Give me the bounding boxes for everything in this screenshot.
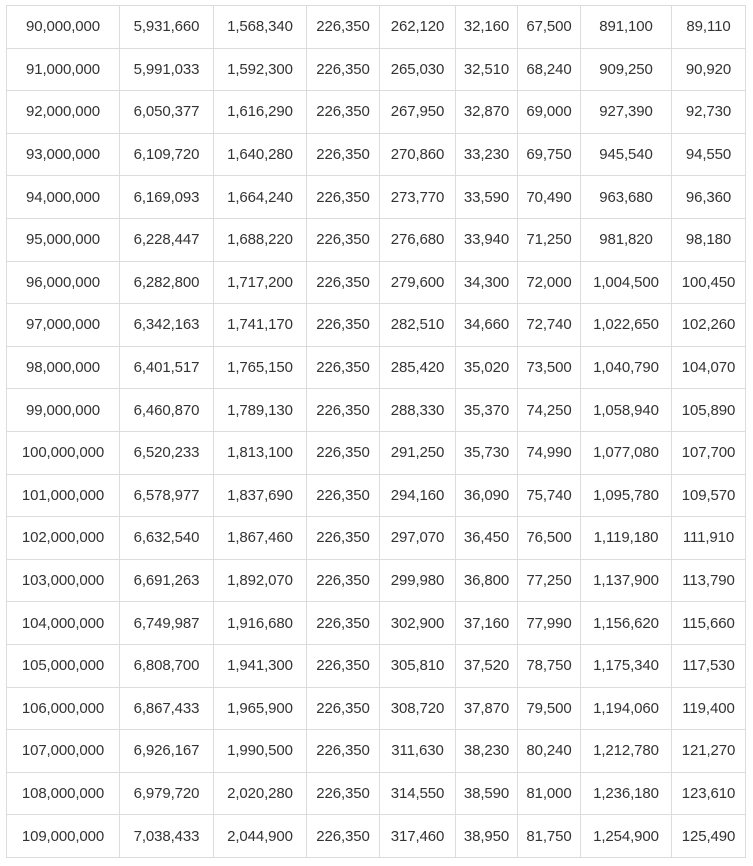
table-cell: 95,000,000 (7, 218, 120, 261)
table-row (7, 389, 746, 432)
table-cell: 1,568,340 (214, 6, 307, 49)
table-cell: 1,022,650 (581, 304, 672, 347)
table-cell: 1,813,100 (214, 431, 307, 474)
table-cell: 6,228,447 (120, 218, 214, 261)
data-table (6, 5, 746, 858)
table-cell: 1,664,240 (214, 176, 307, 219)
table-cell: 105,890 (672, 389, 746, 432)
table-cell: 276,680 (380, 218, 456, 261)
table-cell: 226,350 (307, 730, 380, 773)
table-cell: 35,730 (456, 431, 518, 474)
table-cell: 36,800 (456, 559, 518, 602)
table-row (7, 815, 746, 858)
table-cell: 69,750 (518, 133, 581, 176)
table-cell: 314,550 (380, 772, 456, 815)
table-cell: 6,169,093 (120, 176, 214, 219)
table-cell: 109,000,000 (7, 815, 120, 858)
table-cell: 891,100 (581, 6, 672, 49)
table-cell: 1,867,460 (214, 517, 307, 560)
table-cell: 2,020,280 (214, 772, 307, 815)
table-cell: 76,500 (518, 517, 581, 560)
table-cell: 72,000 (518, 261, 581, 304)
table-cell: 6,979,720 (120, 772, 214, 815)
table-cell: 123,610 (672, 772, 746, 815)
table-row (7, 48, 746, 91)
table-cell: 945,540 (581, 133, 672, 176)
table-cell: 1,941,300 (214, 644, 307, 687)
table-cell: 1,789,130 (214, 389, 307, 432)
table-cell: 6,632,540 (120, 517, 214, 560)
table-cell: 37,160 (456, 602, 518, 645)
table-row (7, 261, 746, 304)
table-cell: 38,950 (456, 815, 518, 858)
table-cell: 37,520 (456, 644, 518, 687)
table-cell: 35,020 (456, 346, 518, 389)
table-cell: 72,740 (518, 304, 581, 347)
table-row (7, 559, 746, 602)
table-cell: 107,700 (672, 431, 746, 474)
table-cell: 5,991,033 (120, 48, 214, 91)
table-cell: 1,040,790 (581, 346, 672, 389)
table-cell: 1,058,940 (581, 389, 672, 432)
table-cell: 226,350 (307, 346, 380, 389)
table-cell: 226,350 (307, 815, 380, 858)
table-cell: 94,550 (672, 133, 746, 176)
table-cell: 67,500 (518, 6, 581, 49)
table-cell: 70,490 (518, 176, 581, 219)
table-cell: 92,730 (672, 91, 746, 134)
table-cell: 285,420 (380, 346, 456, 389)
table-cell: 1,095,780 (581, 474, 672, 517)
table-cell: 6,520,233 (120, 431, 214, 474)
table-cell: 1,616,290 (214, 91, 307, 134)
table-cell: 1,837,690 (214, 474, 307, 517)
table-cell: 77,250 (518, 559, 581, 602)
table-cell: 121,270 (672, 730, 746, 773)
table-body (7, 6, 746, 858)
table-cell: 226,350 (307, 517, 380, 560)
table-row (7, 304, 746, 347)
table-row (7, 644, 746, 687)
table-row (7, 431, 746, 474)
table-cell: 226,350 (307, 133, 380, 176)
table-cell: 35,370 (456, 389, 518, 432)
table-cell: 1,765,150 (214, 346, 307, 389)
table-cell: 96,000,000 (7, 261, 120, 304)
table-cell: 6,401,517 (120, 346, 214, 389)
table-cell: 93,000,000 (7, 133, 120, 176)
table-cell: 32,870 (456, 91, 518, 134)
table-cell: 262,120 (380, 6, 456, 49)
table-cell: 104,000,000 (7, 602, 120, 645)
table-cell: 6,460,870 (120, 389, 214, 432)
table-cell: 33,590 (456, 176, 518, 219)
table-cell: 226,350 (307, 91, 380, 134)
table-cell: 1,175,340 (581, 644, 672, 687)
table-cell: 102,260 (672, 304, 746, 347)
table-row (7, 772, 746, 815)
table-cell: 1,156,620 (581, 602, 672, 645)
table-cell: 6,867,433 (120, 687, 214, 730)
table-cell: 226,350 (307, 559, 380, 602)
table-cell: 81,000 (518, 772, 581, 815)
table-cell: 317,460 (380, 815, 456, 858)
table-row (7, 602, 746, 645)
table-cell: 927,390 (581, 91, 672, 134)
table-cell: 6,749,987 (120, 602, 214, 645)
table-cell: 1,194,060 (581, 687, 672, 730)
table-cell: 89,110 (672, 6, 746, 49)
table-cell: 6,691,263 (120, 559, 214, 602)
table-cell: 92,000,000 (7, 91, 120, 134)
table-cell: 1,640,280 (214, 133, 307, 176)
table-cell: 36,450 (456, 517, 518, 560)
table-cell: 1,892,070 (214, 559, 307, 602)
table-row (7, 218, 746, 261)
table-cell: 74,990 (518, 431, 581, 474)
table-cell: 297,070 (380, 517, 456, 560)
table-cell: 1,137,900 (581, 559, 672, 602)
table-cell: 270,860 (380, 133, 456, 176)
table-cell: 963,680 (581, 176, 672, 219)
table-cell: 100,000,000 (7, 431, 120, 474)
table-cell: 1,254,900 (581, 815, 672, 858)
table-cell: 38,230 (456, 730, 518, 773)
table-cell: 273,770 (380, 176, 456, 219)
table-cell: 125,490 (672, 815, 746, 858)
table-cell: 226,350 (307, 304, 380, 347)
table-cell: 96,360 (672, 176, 746, 219)
table-cell: 109,570 (672, 474, 746, 517)
table-cell: 79,500 (518, 687, 581, 730)
table-cell: 117,530 (672, 644, 746, 687)
table-row (7, 176, 746, 219)
table-row (7, 91, 746, 134)
table-cell: 1,119,180 (581, 517, 672, 560)
table-cell: 1,741,170 (214, 304, 307, 347)
table-cell: 226,350 (307, 261, 380, 304)
table-cell: 6,050,377 (120, 91, 214, 134)
table-cell: 226,350 (307, 644, 380, 687)
table-row (7, 133, 746, 176)
table-cell: 100,450 (672, 261, 746, 304)
table-cell: 111,910 (672, 517, 746, 560)
table-cell: 99,000,000 (7, 389, 120, 432)
table-cell: 1,592,300 (214, 48, 307, 91)
table-cell: 105,000,000 (7, 644, 120, 687)
table-cell: 74,250 (518, 389, 581, 432)
table-cell: 1,212,780 (581, 730, 672, 773)
table-cell: 226,350 (307, 48, 380, 91)
table-cell: 34,300 (456, 261, 518, 304)
table-cell: 1,717,200 (214, 261, 307, 304)
table-cell: 265,030 (380, 48, 456, 91)
table-cell: 226,350 (307, 474, 380, 517)
table-row (7, 730, 746, 773)
table-cell: 98,000,000 (7, 346, 120, 389)
table-cell: 107,000,000 (7, 730, 120, 773)
table-cell: 226,350 (307, 389, 380, 432)
table-cell: 36,090 (456, 474, 518, 517)
table-cell: 1,965,900 (214, 687, 307, 730)
table-cell: 38,590 (456, 772, 518, 815)
table-cell: 226,350 (307, 602, 380, 645)
table-cell: 90,920 (672, 48, 746, 91)
table-cell: 294,160 (380, 474, 456, 517)
table-cell: 226,350 (307, 772, 380, 815)
table-cell: 33,230 (456, 133, 518, 176)
table-cell: 6,282,800 (120, 261, 214, 304)
table-cell: 6,926,167 (120, 730, 214, 773)
table-cell: 106,000,000 (7, 687, 120, 730)
table-cell: 34,660 (456, 304, 518, 347)
table-cell: 77,990 (518, 602, 581, 645)
table-cell: 6,808,700 (120, 644, 214, 687)
table-cell: 104,070 (672, 346, 746, 389)
table-cell: 1,688,220 (214, 218, 307, 261)
table-cell: 311,630 (380, 730, 456, 773)
table-cell: 75,740 (518, 474, 581, 517)
table-cell: 68,240 (518, 48, 581, 91)
table-cell: 1,236,180 (581, 772, 672, 815)
table-cell: 1,004,500 (581, 261, 672, 304)
table-cell: 119,400 (672, 687, 746, 730)
table-cell: 108,000,000 (7, 772, 120, 815)
table-cell: 97,000,000 (7, 304, 120, 347)
table-cell: 113,790 (672, 559, 746, 602)
table-cell: 103,000,000 (7, 559, 120, 602)
table-cell: 115,660 (672, 602, 746, 645)
table-cell: 73,500 (518, 346, 581, 389)
table-cell: 6,109,720 (120, 133, 214, 176)
table-cell: 6,578,977 (120, 474, 214, 517)
table-cell: 102,000,000 (7, 517, 120, 560)
table-cell: 981,820 (581, 218, 672, 261)
table-row (7, 687, 746, 730)
table-cell: 78,750 (518, 644, 581, 687)
table-cell: 291,250 (380, 431, 456, 474)
table-cell: 308,720 (380, 687, 456, 730)
table-cell: 288,330 (380, 389, 456, 432)
table-cell: 101,000,000 (7, 474, 120, 517)
table-cell: 909,250 (581, 48, 672, 91)
table-cell: 6,342,163 (120, 304, 214, 347)
table-cell: 282,510 (380, 304, 456, 347)
table-cell: 299,980 (380, 559, 456, 602)
table-cell: 305,810 (380, 644, 456, 687)
table-cell: 91,000,000 (7, 48, 120, 91)
table-cell: 69,000 (518, 91, 581, 134)
table-cell: 1,990,500 (214, 730, 307, 773)
table-cell: 226,350 (307, 431, 380, 474)
table-cell: 94,000,000 (7, 176, 120, 219)
table-cell: 98,180 (672, 218, 746, 261)
table-cell: 302,900 (380, 602, 456, 645)
table-cell: 226,350 (307, 176, 380, 219)
table-row (7, 474, 746, 517)
table-cell: 80,240 (518, 730, 581, 773)
table-cell: 279,600 (380, 261, 456, 304)
table-cell: 1,077,080 (581, 431, 672, 474)
table-row (7, 6, 746, 49)
table-cell: 1,916,680 (214, 602, 307, 645)
table-cell: 71,250 (518, 218, 581, 261)
table-cell: 37,870 (456, 687, 518, 730)
table-row (7, 517, 746, 560)
table-cell: 226,350 (307, 687, 380, 730)
table-cell: 226,350 (307, 6, 380, 49)
table-cell: 33,940 (456, 218, 518, 261)
table-cell: 226,350 (307, 218, 380, 261)
table-cell: 81,750 (518, 815, 581, 858)
table-row (7, 346, 746, 389)
table-cell: 7,038,433 (120, 815, 214, 858)
table-cell: 90,000,000 (7, 6, 120, 49)
table-cell: 267,950 (380, 91, 456, 134)
table-cell: 32,510 (456, 48, 518, 91)
table-cell: 5,931,660 (120, 6, 214, 49)
table-cell: 32,160 (456, 6, 518, 49)
table-cell: 2,044,900 (214, 815, 307, 858)
